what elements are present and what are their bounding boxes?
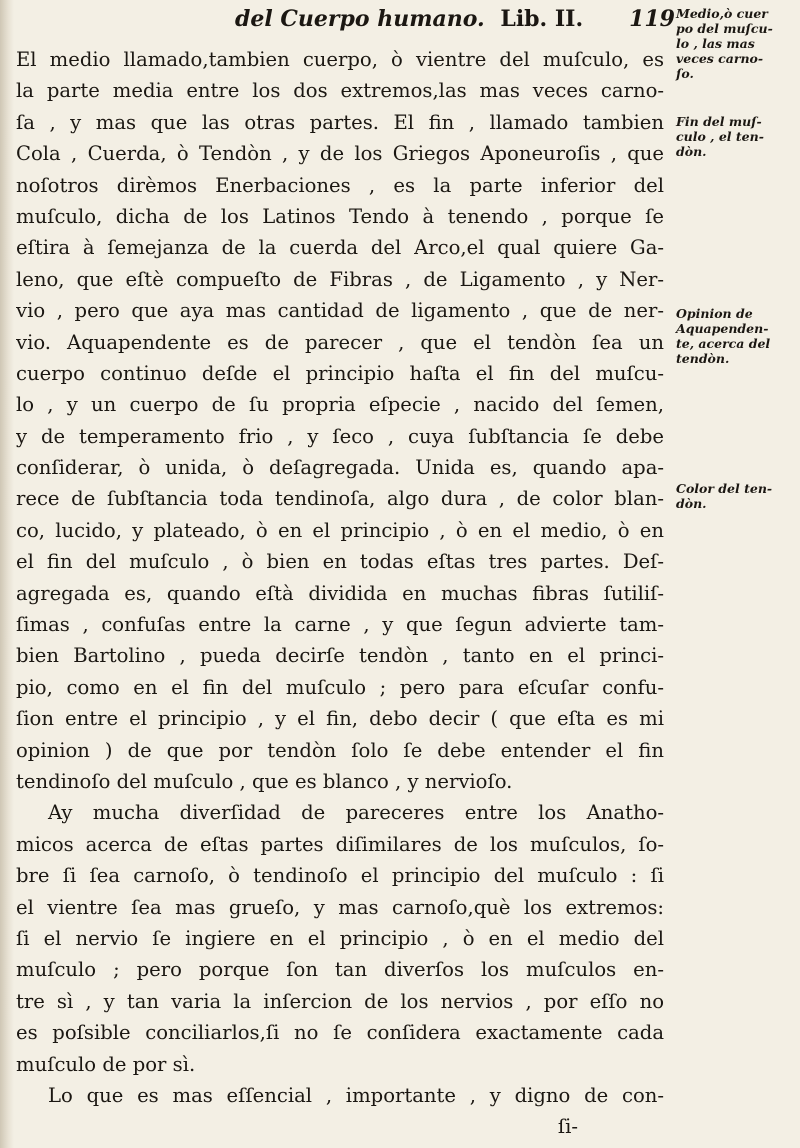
- text-line: vio , pero que aya mas cantidad de ligamento , que de ner-: [16, 299, 664, 323]
- catchword: ſi-: [557, 1115, 578, 1139]
- text-line: la parte media entre los dos extremos,las mas veces carno-: [16, 79, 664, 103]
- text-line: leno, que eſtè compueſto de Fibras , de Ligamento , y Ner-: [16, 267, 664, 291]
- marginal-note: [676, 481, 798, 511]
- text-line: Cola , Cuerda, ò Tendòn , y de los Griegos Aponeuroſis , que: [16, 142, 664, 166]
- text-line: tendinoſo del muſculo , que es blanco , y nervioſo.: [16, 769, 513, 793]
- text-line: ſa , y mas que las otras partes. El fin , llamado tambien: [16, 110, 664, 134]
- text-line: opinion ) de que por tendòn ſolo ſe debe entender el fin: [16, 738, 664, 762]
- gutter-shadow: [0, 0, 14, 1148]
- running-head: [235, 6, 675, 36]
- text-line: muſculo, dicha de los Latinos Tendo à tenendo , porque ſe: [16, 204, 664, 228]
- marginal-note-line: ſo.: [676, 66, 694, 81]
- text-line: ſion entre el principio , y el fin, debo decir ( que eſta es mi: [16, 707, 664, 731]
- text-line: es poſsible conciliarlos,ſi no ſe conſidera exactamente cada: [16, 1021, 664, 1045]
- marginal-note: [676, 114, 798, 159]
- page-number: 119: [629, 6, 675, 32]
- marginal-note-line: tendòn.: [676, 351, 730, 366]
- text-line: rece de ſubſtancia toda tendinoſa, algo dura , de color blan-: [16, 487, 664, 511]
- paragraph-start-line: Lo que es mas eſſencial , importante , y digno de con-: [48, 1083, 664, 1107]
- text-line: bien Bartolino , pueda decirſe tendòn , tanto en el princi-: [16, 644, 664, 668]
- marginal-note-line: Aquapenden-: [676, 321, 769, 336]
- text-line: pio, como en el fin del muſculo ; pero para eſcuſar confu-: [16, 675, 664, 699]
- text-line: muſculo de por sì.: [16, 1052, 196, 1076]
- marginal-note-line: Fin del muſ-: [676, 114, 762, 129]
- text-line: ſimas , confuſas entre la carne , y que ſegun advierte tam-: [16, 613, 664, 637]
- text-line: ſi el nervio ſe ingiere en el principio , ò en el medio del: [16, 926, 664, 950]
- text-line: El medio llamado,tambien cuerpo, ò vientre del muſculo, es: [16, 48, 664, 71]
- text-line: el fin del muſculo , ò bien en todas eſtas tres partes. Deſ-: [16, 550, 664, 574]
- marginal-note-line: po del muſcu-: [676, 21, 773, 36]
- text-line: tre sì , y tan varia la inſercion de los nervios , por eſſo no: [16, 989, 664, 1013]
- marginal-note: [676, 306, 798, 366]
- text-line: vio. Aquapendente es de parecer , que el tendòn ſea un: [16, 330, 664, 354]
- text-line: muſculo ; pero porque ſon tan diverſos los muſculos en-: [16, 958, 664, 982]
- running-title: del Cuerpo humano.: [235, 6, 485, 32]
- marginal-note-line: veces carno-: [676, 51, 764, 66]
- book-label: Lib. II.: [500, 6, 584, 32]
- text-line: el vientre ſea mas grueſo, y mas carnoſo,què los extremos:: [16, 895, 664, 919]
- marginal-note-line: lo , las mas: [676, 36, 755, 51]
- text-line: cuerpo continuo deſde el principio haſta el fin del muſcu-: [16, 361, 664, 385]
- marginal-note-line: Color del ten-: [676, 481, 773, 496]
- text-line: agregada es, quando eſtà dividida en muchas fibras ſutiliſ-: [16, 581, 664, 605]
- text-line: micos acerca de eſtas partes diſimilares de los muſculos, ſo-: [16, 832, 664, 856]
- marginal-note-line: dòn.: [676, 496, 707, 511]
- text-line: lo , y un cuerpo de ſu propria eſpecie , nacido del ſemen,: [16, 393, 664, 417]
- marginal-note-line: te, acerca del: [676, 336, 771, 351]
- text-line: conſiderar, ò unida, ò deſagregada. Unida es, quando apa-: [16, 456, 664, 480]
- marginal-note-line: dòn.: [676, 144, 707, 159]
- paragraph-start-line: Ay mucha diverſidad de pareceres entre los Anatho-: [48, 801, 664, 825]
- marginal-note-line: Medio,ò cuer: [676, 6, 768, 21]
- text-line: bre ſi ſea carnoſo, ò tendinoſo el principio del muſculo : ſi: [16, 864, 664, 888]
- text-line: noſotros dirèmos Enerbaciones , es la parte inferior del: [16, 173, 664, 197]
- text-line: y de temperamento frio , y ſeco , cuya ſubſtancia ſe debe: [16, 424, 664, 448]
- main-text: [16, 44, 664, 1143]
- marginal-note-line: culo , el ten-: [676, 129, 764, 144]
- text-line: eſtira à ſemejanza de la cuerda del Arco,el qual quiere Ga-: [16, 236, 664, 260]
- marginal-note-line: Opinion de: [676, 306, 753, 321]
- text-line: co, lucido, y plateado, ò en el principio , ò en el medio, ò en: [16, 518, 664, 542]
- marginal-note: [676, 6, 798, 81]
